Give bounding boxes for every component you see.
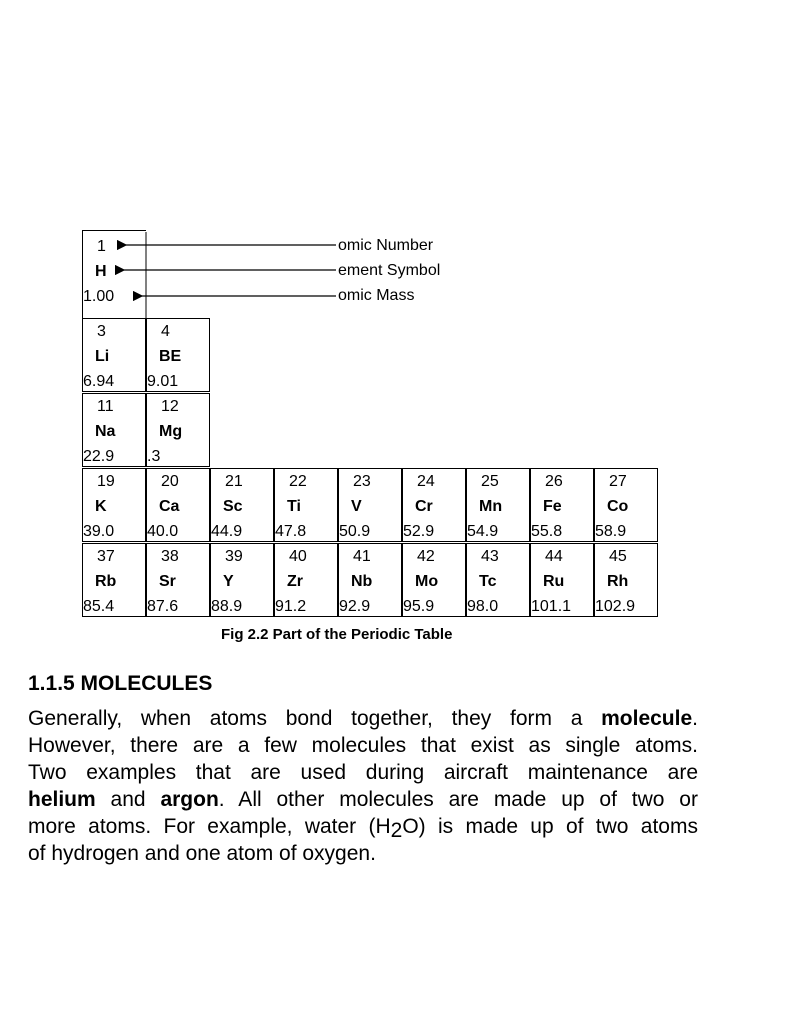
element-symbol: Ca <box>159 498 180 515</box>
atomic-number: 21 <box>225 473 243 490</box>
bold-term-helium: helium <box>28 788 96 811</box>
atomic-mass: 98.0 <box>467 598 499 615</box>
atomic-mass: 55.8 <box>531 523 563 540</box>
element-cell <box>210 543 274 617</box>
atomic-number: 37 <box>97 548 115 565</box>
atomic-number: 20 <box>161 473 179 490</box>
element-cell <box>338 468 402 542</box>
atomic-number: 38 <box>161 548 179 565</box>
element-symbol: H <box>95 263 107 280</box>
element-symbol: Ti <box>287 498 301 515</box>
atomic-mass: 44.9 <box>211 523 243 540</box>
figure-caption: Fig 2.2 Part of the Periodic Table <box>221 626 453 643</box>
element-cell <box>82 393 146 467</box>
element-cell <box>402 543 466 617</box>
atomic-number: 26 <box>545 473 563 490</box>
atomic-number: 19 <box>97 473 115 490</box>
element-cell <box>274 468 338 542</box>
element-cell <box>146 543 210 617</box>
atomic-number: 22 <box>289 473 307 490</box>
element-symbol: K <box>95 498 107 515</box>
section-heading: 1.1.5 MOLECULES <box>28 672 213 695</box>
paragraph-line-4 <box>28 786 698 813</box>
atomic-mass: 1.00 <box>83 288 115 305</box>
element-cell <box>146 393 210 467</box>
text-run: . <box>692 707 698 730</box>
molecules-paragraph <box>28 705 698 867</box>
element-symbol: Y <box>223 573 234 590</box>
atomic-mass: .3 <box>147 448 161 465</box>
element-cell <box>82 230 146 319</box>
element-cell <box>594 468 658 542</box>
atomic-number: 23 <box>353 473 371 490</box>
atomic-mass: 85.4 <box>83 598 115 615</box>
element-symbol: Mn <box>479 498 503 515</box>
atomic-mass: 91.2 <box>275 598 307 615</box>
atomic-mass: 101.1 <box>531 598 572 615</box>
atomic-mass: 39.0 <box>83 523 115 540</box>
paragraph-line-3: Two examples that are used during aircraft maintenance are <box>28 761 698 784</box>
atomic-mass: 95.9 <box>403 598 435 615</box>
atomic-mass: 9.01 <box>147 373 179 390</box>
element-cell <box>466 543 530 617</box>
element-cell <box>338 543 402 617</box>
atomic-number: 1 <box>97 238 106 255</box>
atomic-number: 45 <box>609 548 627 565</box>
text-run: and <box>95 788 161 811</box>
atomic-mass: 92.9 <box>339 598 371 615</box>
subscript-2: 2 <box>390 819 403 842</box>
text-run: . All other molecules are made up of two or <box>218 788 698 811</box>
element-symbol: Co <box>607 498 629 515</box>
text-run: more atoms. For example, water (H <box>28 815 391 838</box>
legend-atomic-mass: omic Mass <box>338 287 415 304</box>
legend-atomic-number: omic Number <box>338 237 434 254</box>
element-symbol: Nb <box>351 573 373 590</box>
legend-element-symbol: ement Symbol <box>338 262 441 279</box>
atomic-number: 42 <box>417 548 435 565</box>
atomic-number: 43 <box>481 548 499 565</box>
element-symbol: Na <box>95 423 116 440</box>
element-symbol: Li <box>95 348 110 365</box>
atomic-number: 44 <box>545 548 563 565</box>
element-symbol: Mg <box>159 423 183 440</box>
paragraph-line-6: of hydrogen and one atom of oxygen. <box>28 842 376 865</box>
bold-term-argon: argon <box>160 788 219 811</box>
element-cell <box>82 468 146 542</box>
element-cell <box>82 318 146 392</box>
element-symbol: Rh <box>607 573 629 590</box>
atomic-number: 4 <box>161 323 170 340</box>
element-cell <box>146 318 210 392</box>
atomic-mass: 40.0 <box>147 523 179 540</box>
bold-term-molecule: molecule <box>601 707 693 730</box>
atomic-number: 39 <box>225 548 243 565</box>
atomic-number: 12 <box>161 398 179 415</box>
element-symbol: Rb <box>95 573 117 590</box>
atomic-mass: 52.9 <box>403 523 435 540</box>
element-symbol: Cr <box>415 498 433 515</box>
element-cell <box>146 468 210 542</box>
atomic-mass: 88.9 <box>211 598 243 615</box>
element-symbol: Sc <box>223 498 243 515</box>
atomic-number: 11 <box>97 398 114 415</box>
atomic-mass: 47.8 <box>275 523 307 540</box>
element-symbol: Fe <box>543 498 562 515</box>
paragraph-line-5 <box>28 813 698 840</box>
element-symbol: Zr <box>287 573 303 590</box>
atomic-number: 25 <box>481 473 499 490</box>
element-cell <box>210 468 274 542</box>
element-cell <box>530 468 594 542</box>
atomic-mass: 50.9 <box>339 523 371 540</box>
element-cell <box>530 543 594 617</box>
element-symbol: Ru <box>543 573 565 590</box>
atomic-mass: 87.6 <box>147 598 179 615</box>
element-cell <box>82 543 146 617</box>
atomic-number: 40 <box>289 548 307 565</box>
text-run: Generally, when atoms bond together, they form a <box>28 707 602 730</box>
atomic-mass: 6.94 <box>83 373 115 390</box>
atomic-number: 24 <box>417 473 435 490</box>
paragraph-line-2: However, there are a few molecules that exist as single atoms. <box>28 734 698 757</box>
element-cell <box>594 543 658 617</box>
atomic-mass: 102.9 <box>595 598 636 615</box>
element-symbol: Tc <box>479 573 497 590</box>
atomic-number: 27 <box>609 473 627 490</box>
atomic-number: 41 <box>353 548 371 565</box>
atomic-mass: 54.9 <box>467 523 499 540</box>
paragraph-line-1 <box>28 705 698 732</box>
atomic-number: 3 <box>97 323 106 340</box>
element-cell <box>466 468 530 542</box>
atomic-mass: 58.9 <box>595 523 627 540</box>
text-run: O) is made up of two atoms <box>402 815 698 838</box>
atomic-mass: 22.9 <box>83 448 115 465</box>
element-symbol: Mo <box>415 573 439 590</box>
element-cell <box>274 543 338 617</box>
element-symbol: BE <box>159 348 182 365</box>
element-symbol: V <box>351 498 362 515</box>
element-symbol: Sr <box>159 573 176 590</box>
element-cell <box>402 468 466 542</box>
